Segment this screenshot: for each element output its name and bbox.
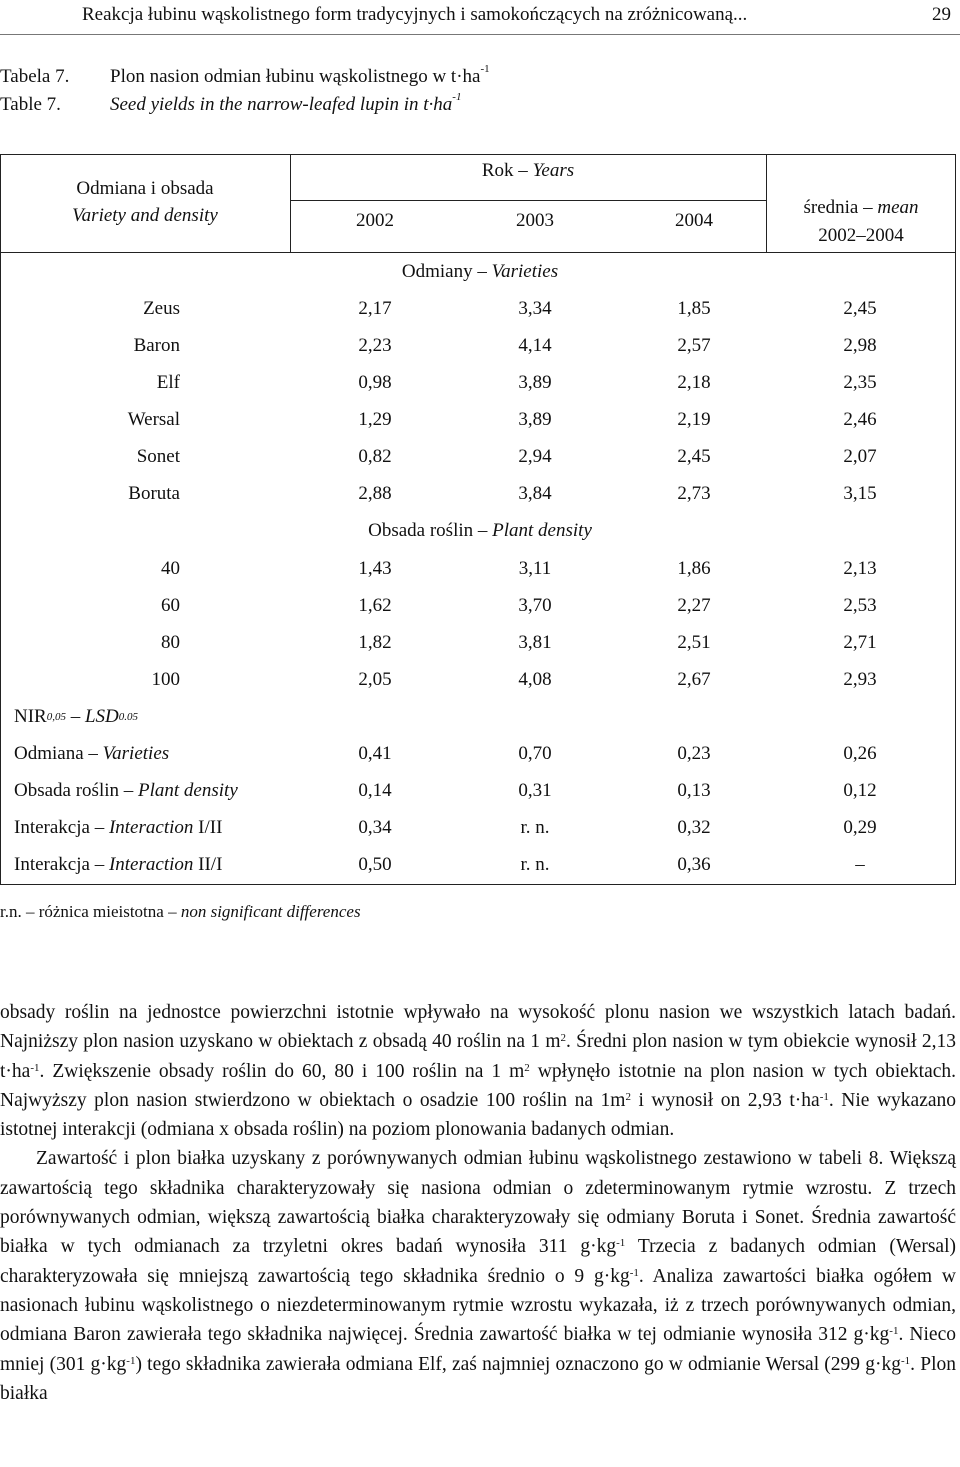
row-label: Zeus (143, 298, 180, 319)
caption-en-text: Seed yields in the narrow-leafed lupin in $t\cdot ha^{-1}$ (110, 91, 462, 115)
cell-2004: 2,51 (677, 632, 711, 653)
body-paragraph: Zawartość i plon białka uzyskany z porównywanych odmian łubinu wąskolistnego zestawiono w tabeli 8. Większą zawartością tego składnika charakteryzowały się nasiona odmian o zdeterminowanym rytmie wzrostu. Z trzech porównywanych odmian, większą zawartością białka charakteryzowały się odmiany Boruta i Sonet. Średnia zawartość białka w tych odmianach za trzyletni okres badań wynosiła 311 $g\cdot kg^{-1}$ Trzecia z badanych odmian (Wersal) charakteryzowała się mniejszą zawartością tego składnika średnio o 9 $g\cdot kg^{-1}$. Analiza zawartości białka ogółem w nasionach łubinu wąskolistnego o niezdeterminowanym rytmie wzrostu wykazała, iż z trzech porównywanych odmian, odmiana Baron zawierała tego składnika najwięcej. Średnia zawartość białka w tej odmianie wynosiła 312 $g\cdot kg^{-1}$. Nieco mniej (301 $g\cdot kg^{-1}$) tego składnika zawierała odmiana Elf, zaś najmniej oznaczono go w odmianie Wersal (299 $g\cdot kg^{-1}$. Plon białka (0, 1148, 957, 1404)
page-number: 29 (932, 4, 951, 25)
header-year-2002: 2002 (356, 210, 394, 231)
cell-2003: 2,94 (518, 446, 552, 467)
header-mean: średnia – mean (803, 197, 919, 218)
cell-2002: 1,62 (358, 595, 392, 616)
header-mean-range: 2002–2004 (818, 225, 904, 246)
cell-mean: 2,71 (843, 632, 877, 653)
cell-mean: 2,45 (843, 298, 877, 319)
row-label: Interakcja – Interaction II/I (14, 854, 223, 875)
cell-mean: – (855, 854, 865, 875)
section-plant-density: Obsada roślin – Plant density (368, 520, 592, 541)
body-text (0, 998, 956, 1408)
cell-2004: 2,19 (677, 409, 711, 430)
cell-2002: 2,23 (358, 335, 392, 356)
row-label: 80 (161, 632, 180, 653)
cell-2004: 2,73 (677, 483, 711, 504)
table-right-border (955, 154, 956, 884)
years-subrule (290, 200, 766, 201)
cell-2004: 2,67 (677, 669, 711, 690)
cell-2003: 3,89 (518, 409, 552, 430)
header-variety-en: Variety and density (72, 205, 218, 226)
row-label: Boruta (128, 483, 180, 504)
row-label: 60 (161, 595, 180, 616)
header-year-2004: 2004 (675, 210, 713, 231)
caption-pl-text: Plon nasion odmian łubinu wąskolistnego w $t\cdot ha^{-1}$ (110, 63, 490, 87)
cell-mean: 2,53 (843, 595, 877, 616)
table-left-border (0, 154, 1, 884)
cell-2002: 0,82 (358, 446, 392, 467)
header-variety-pl: Odmiana i obsada (76, 178, 214, 199)
table-head-rule (0, 252, 956, 253)
cell-2002: 1,82 (358, 632, 392, 653)
cell-2002: 2,05 (358, 669, 392, 690)
caption-pl-label: Tabela 7. (0, 66, 70, 87)
cell-2004: 1,85 (677, 298, 711, 319)
cell-mean: 2,13 (843, 558, 877, 579)
cell-mean: 0,26 (843, 743, 877, 764)
cell-mean: 2,46 (843, 409, 877, 430)
table-top-rule (0, 154, 956, 155)
cell-2002: 0,34 (358, 817, 392, 838)
cell-2002: 2,88 (358, 483, 392, 504)
cell-2004: 0,32 (677, 817, 711, 838)
row-label: 40 (161, 558, 180, 579)
cell-2003: 4,14 (518, 335, 552, 356)
cell-2004: 2,18 (677, 372, 711, 393)
cell-2003: 3,89 (518, 372, 552, 393)
cell-2003: 0,70 (518, 743, 552, 764)
cell-mean: 2,35 (843, 372, 877, 393)
cell-2003: 3,81 (518, 632, 552, 653)
cell-mean: 0,29 (843, 817, 877, 838)
caption-en-label: Table 7. (0, 94, 61, 115)
cell-2004: 1,86 (677, 558, 711, 579)
row-label: Interakcja – Interaction I/II (14, 817, 223, 838)
cell-2002: 1,29 (358, 409, 392, 430)
cell-mean: 0,12 (843, 780, 877, 801)
cell-2003: r. n. (520, 854, 550, 875)
cell-2002: 1,43 (358, 558, 392, 579)
table-bottom-rule (0, 884, 956, 885)
cell-2002: 2,17 (358, 298, 392, 319)
cell-2003: 0,31 (518, 780, 552, 801)
row-label: Baron (133, 335, 180, 356)
cell-2004: 0,23 (677, 743, 711, 764)
cell-2003: 4,08 (518, 669, 552, 690)
cell-2002: 0,14 (358, 780, 392, 801)
cell-2002: 0,98 (358, 372, 392, 393)
cell-2002: 0,41 (358, 743, 392, 764)
header-year-2003: 2003 (516, 210, 554, 231)
body-paragraph: obsady roślin na jednostce powierzchni istotnie wpływało na wysokość plonu nasion we wszystkich latach badań. Najniższy plon nasion uzyskano w obiektach z obsadą 40 roślin na 1 $m^2$. Średni plon nasion w tym obiekcie wynosił 2,13 $t\cdot ha^{-1}$. Zwiększenie obsady roślin do 60, 80 i 100 roślin na 1 $m^2$ wpłynęło istotnie na plon nasion w tych obiektach. Najwyższy plon nasion stwierdzono w obiektach o osadzie 100 roślin na $1m^2$ i wynosił on 2,93 $t\cdot ha^{-1}$. Nie wykazano istotnej interakcji (odmiana x obsada roślin) na poziom plonowania badanych odmian. (0, 1002, 957, 1141)
cell-mean: 3,15 (843, 483, 877, 504)
cell-2004: 2,27 (677, 595, 711, 616)
section-varieties: Odmiany – Varieties (401, 261, 559, 282)
row-label: 100 (151, 669, 180, 690)
cell-2003: 3,84 (518, 483, 552, 504)
nir-heading: NIR0,05 – LSD0.05 (14, 706, 139, 727)
cell-mean: 2,98 (843, 335, 877, 356)
cell-mean: 2,07 (843, 446, 877, 467)
cell-2003: 3,70 (518, 595, 552, 616)
cell-2004: 0,13 (677, 780, 711, 801)
row-label: Sonet (136, 446, 180, 467)
cell-2004: 2,45 (677, 446, 711, 467)
header-years: Rok – Years (481, 160, 575, 181)
cell-2004: 2,57 (677, 335, 711, 356)
row-label: Obsada roślin – Plant density (14, 780, 238, 801)
cell-2003: 3,11 (518, 558, 552, 579)
cell-2003: 3,34 (518, 298, 552, 319)
row-label: Wersal (127, 409, 180, 430)
running-title: Reakcja łubinu wąskolistnego form tradycyjnych i samokończących na zróżnicowaną... (82, 4, 748, 25)
cell-2002: 0,50 (358, 854, 392, 875)
cell-2003: r. n. (520, 817, 550, 838)
row-label: Elf (156, 372, 180, 393)
row-label: Odmiana – Varieties (14, 743, 170, 764)
cell-2004: 0,36 (677, 854, 711, 875)
table-footnote: r.n. – różnica mieistotna – non significant differences (0, 902, 361, 921)
cell-mean: 2,93 (843, 669, 877, 690)
